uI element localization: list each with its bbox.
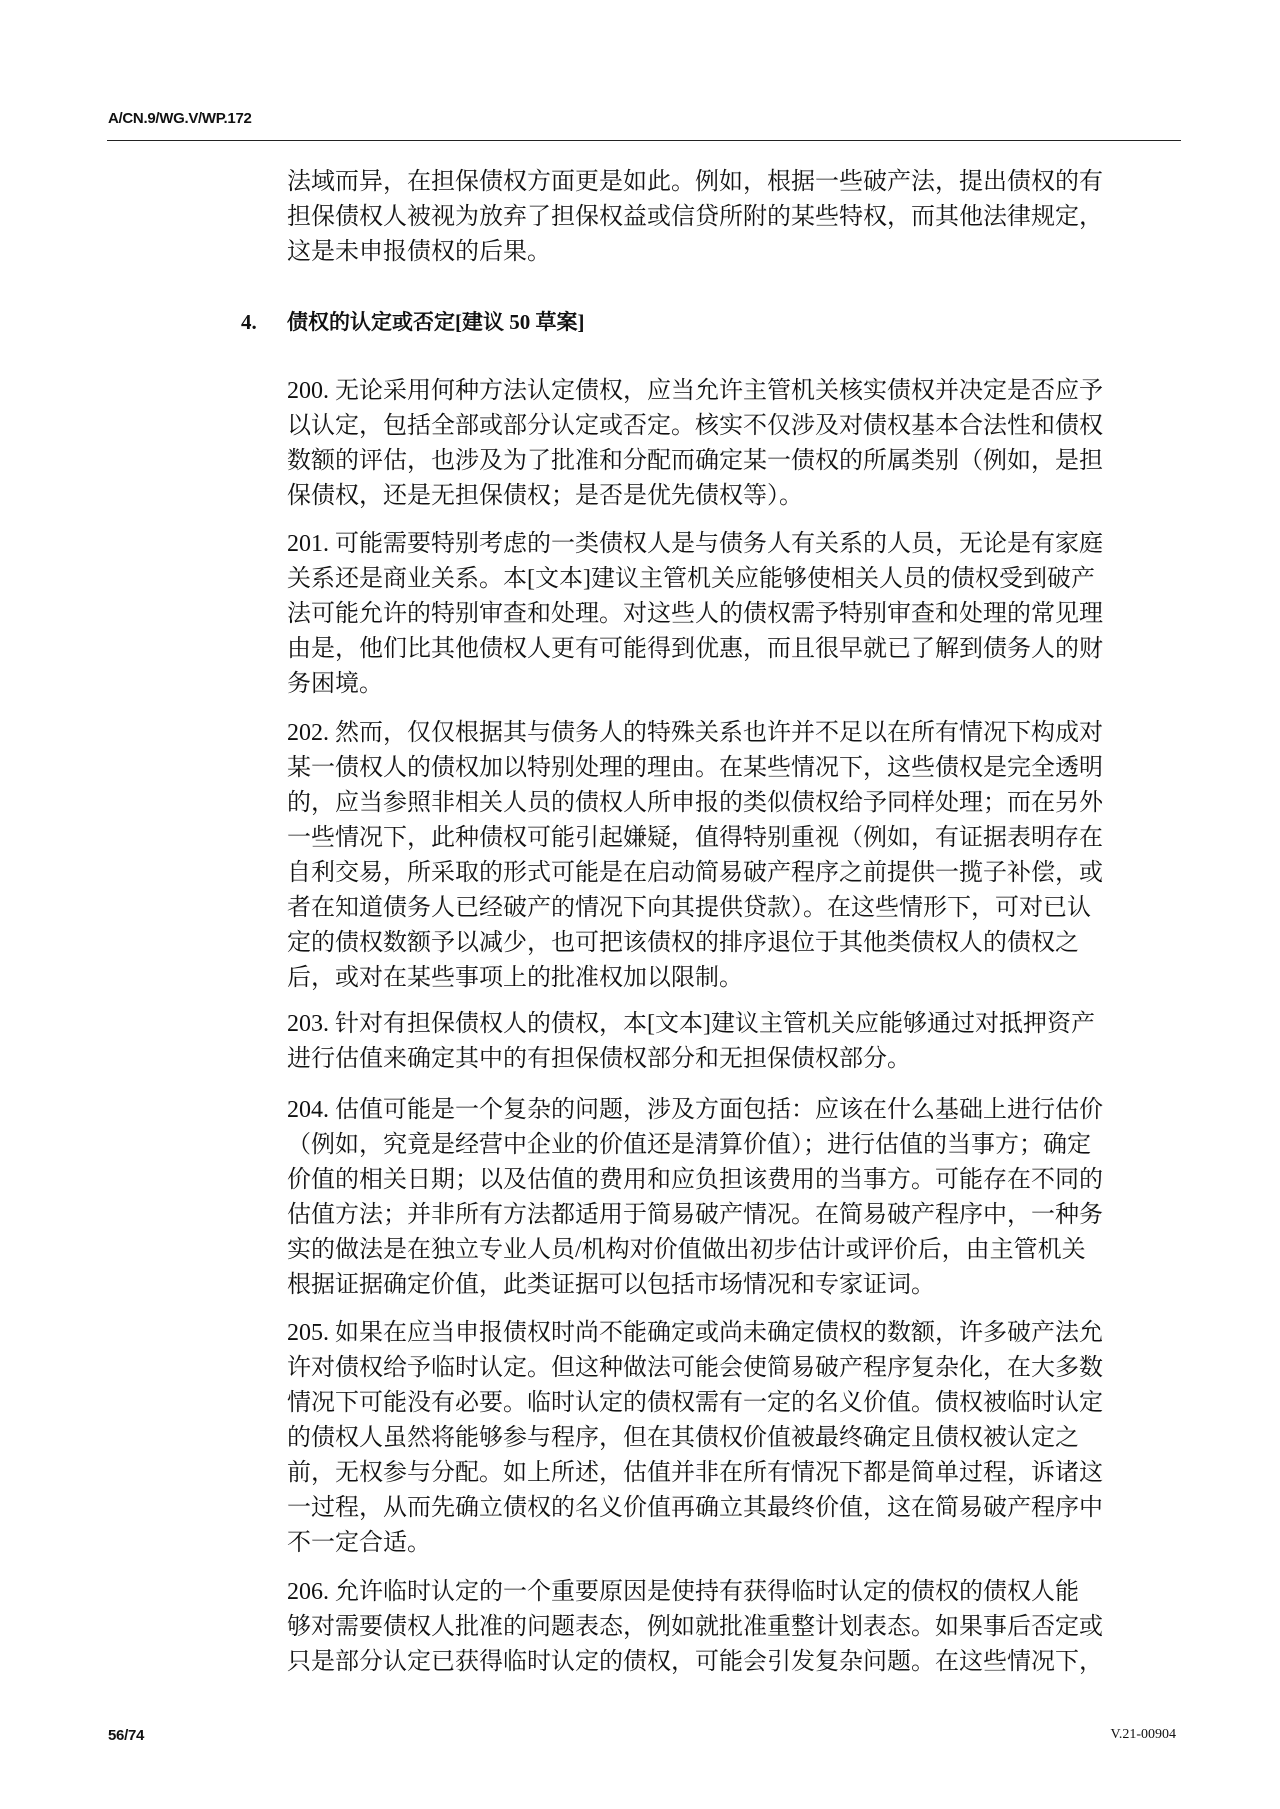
page-number: 56/74 — [108, 1727, 145, 1744]
text-line: 205. 如果在应当申报债权时尚不能确定或尚未确定债权的数额，许多破产法允 — [287, 1320, 1103, 1346]
text-line: （例如，究竟是经营中企业的价值还是清算价值）；进行估值的当事方；确定 — [287, 1132, 1091, 1158]
text-line: 自利交易，所采取的形式可能是在启动简易破产程序之前提供一揽子补偿，或 — [287, 860, 1103, 886]
text-line: 关系还是商业关系。本[文本]建议主管机关应能够使相关人员的债权受到破产 — [287, 566, 1095, 592]
text-line: 以认定，包括全部或部分认定或否定。核实不仅涉及对债权基本合法性和债权 — [287, 413, 1103, 439]
text-line: 前，无权参与分配。如上所述，估值并非在所有情况下都是简单过程，诉诸这 — [287, 1460, 1103, 1486]
text-line: 法域而异，在担保债权方面更是如此。例如，根据一些破产法，提出债权的有 — [287, 169, 1103, 195]
text-line: 200. 无论采用何种方法认定债权，应当允许主管机关核实债权并决定是否应予 — [287, 378, 1103, 404]
paragraph-202 — [287, 716, 1103, 996]
text-line: 定的债权数额予以减少，也可把该债权的排序退位于其他类债权人的债权之 — [287, 930, 1079, 956]
paragraph-200 — [287, 374, 1103, 514]
header-rule — [107, 140, 1181, 141]
text-line: 保债权，还是无担保债权；是否是优先债权等）。 — [287, 483, 803, 509]
section-number: 4. — [241, 310, 257, 334]
text-line: 的，应当参照非相关人员的债权人所申报的类似债权给予同样处理；而在另外 — [287, 790, 1103, 816]
text-line: 实的做法是在独立专业人员/机构对价值做出初步估计或评价后，由主管机关 — [287, 1237, 1086, 1263]
text-line: 204. 估值可能是一个复杂的问题，涉及方面包括：应该在什么基础上进行估价 — [287, 1097, 1103, 1123]
continuation-paragraph — [287, 165, 1103, 270]
text-line: 这是未申报债权的后果。 — [287, 239, 551, 265]
text-line: 只是部分认定已获得临时认定的债权，可能会引发复杂问题。在这些情况下， — [287, 1649, 1103, 1675]
paragraph-204 — [287, 1093, 1103, 1303]
paragraph-203 — [287, 1007, 1095, 1077]
text-line: 由是，他们比其他债权人更有可能得到优惠，而且很早就已了解到债务人的财 — [287, 636, 1103, 662]
text-line: 一过程，从而先确立债权的名义价值再确立其最终价值，这在简易破产程序中 — [287, 1495, 1103, 1521]
text-line: 201. 可能需要特别考虑的一类债权人是与债务人有关系的人员，无论是有家庭 — [287, 531, 1103, 557]
text-line: 者在知道债务人已经破产的情况下向其提供贷款）。在这些情形下，可对已认 — [287, 895, 1091, 921]
text-line: 根据证据确定价值，此类证据可以包括市场情况和专家证词。 — [287, 1272, 935, 1298]
text-line: 进行估值来确定其中的有担保债权部分和无担保债权部分。 — [287, 1046, 911, 1072]
document-code: V.21-00904 — [1110, 1727, 1176, 1742]
text-line: 价值的相关日期；以及估值的费用和应负担该费用的当事方。可能存在不同的 — [287, 1167, 1103, 1193]
text-line: 202. 然而，仅仅根据其与债务人的特殊关系也许并不足以在所有情况下构成对 — [287, 720, 1103, 746]
text-line: 206. 允许临时认定的一个重要原因是使持有获得临时认定的债权的债权人能 — [287, 1579, 1079, 1605]
text-line: 估值方法；并非所有方法都适用于简易破产情况。在简易破产程序中，一种务 — [287, 1202, 1103, 1228]
text-line: 数额的评估，也涉及为了批准和分配而确定某一债权的所属类别（例如，是担 — [287, 448, 1103, 474]
text-line: 不一定合适。 — [287, 1530, 431, 1556]
document-symbol: A/CN.9/WG.V/WP.172 — [108, 110, 252, 127]
text-line: 某一债权人的债权加以特别处理的理由。在某些情况下，这些债权是完全透明 — [287, 755, 1103, 781]
text-line: 后，或对在某些事项上的批准权加以限制。 — [287, 965, 743, 991]
paragraph-201 — [287, 527, 1103, 702]
paragraph-206 — [287, 1575, 1103, 1680]
text-line: 担保债权人被视为放弃了担保权益或信贷所附的某些特权，而其他法律规定， — [287, 204, 1103, 230]
section-title: 债权的认定或否定[建议 50 草案] — [287, 310, 585, 334]
text-line: 的债权人虽然将能够参与程序，但在其债权价值被最终确定且债权被认定之 — [287, 1425, 1079, 1451]
text-line: 情况下可能没有必要。临时认定的债权需有一定的名义价值。债权被临时认定 — [287, 1390, 1103, 1416]
section-heading — [241, 305, 585, 340]
text-line: 一些情况下，此种债权可能引起嫌疑，值得特别重视（例如，有证据表明存在 — [287, 825, 1103, 851]
text-line: 许对债权给予临时认定。但这种做法可能会使简易破产程序复杂化，在大多数 — [287, 1355, 1103, 1381]
text-line: 法可能允许的特别审查和处理。对这些人的债权需予特别审查和处理的常见理 — [287, 601, 1103, 627]
text-line: 务困境。 — [287, 671, 383, 697]
text-line: 203. 针对有担保债权人的债权，本[文本]建议主管机关应能够通过对抵押资产 — [287, 1011, 1095, 1037]
text-line: 够对需要债权人批准的问题表态，例如就批准重整计划表态。如果事后否定或 — [287, 1614, 1103, 1640]
paragraph-205 — [287, 1316, 1103, 1561]
